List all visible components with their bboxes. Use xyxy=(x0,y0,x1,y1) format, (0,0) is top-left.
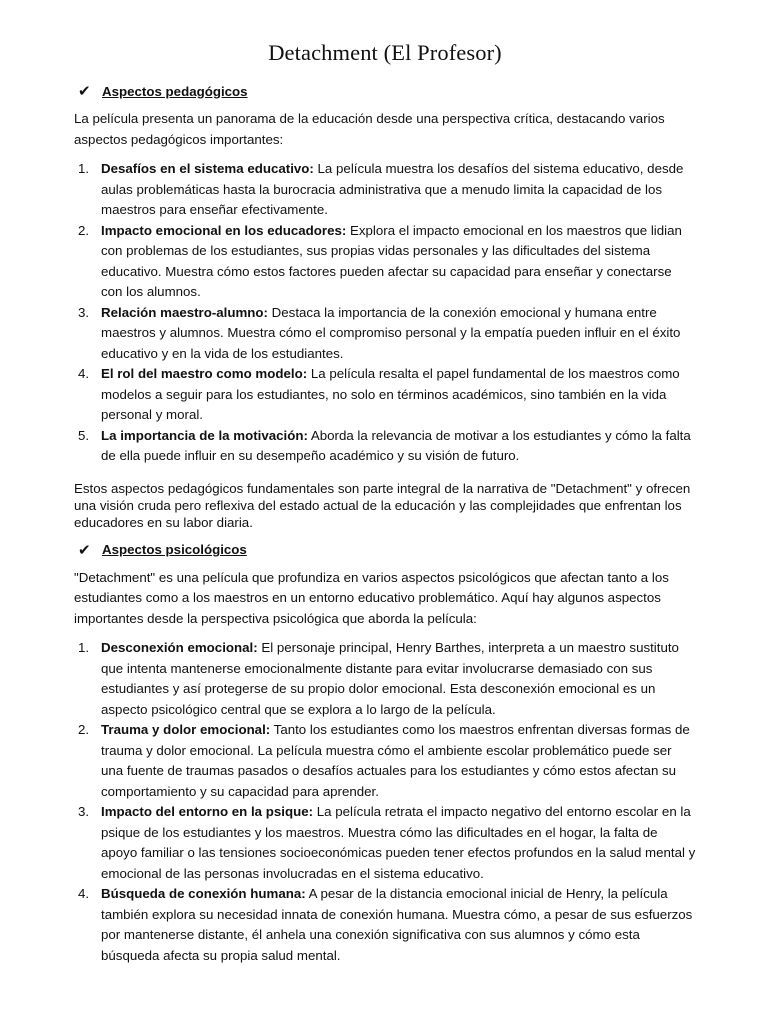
numbered-list-psicologicos xyxy=(74,638,696,966)
check-icon: ✔ xyxy=(78,83,91,100)
list-item xyxy=(74,884,696,966)
list-item-term: Desafíos en el sistema educativo: xyxy=(101,161,314,176)
list-item-term: Relación maestro-alumno: xyxy=(101,304,268,320)
list-item-term: Trauma y dolor emocional: xyxy=(101,722,271,737)
section-intro: La película presenta un panorama de la educación desde una perspectiva crítica, destacando varios aspectos pedagógicos importantes: xyxy=(74,111,665,147)
list-item xyxy=(74,426,696,467)
list-item xyxy=(74,159,696,221)
list-item-text: Explora el impacto emocional en los maestros que lidian con problemas de los estudiantes, sus propias vidas personales y las dificultades del sistema educativo. Muestra cómo estos factores pueden afectar su capacidad para enseñar y conectarse con los alumnos. xyxy=(101,222,682,299)
section-closing: Estos aspectos pedagógicos fundamentales son parte integral de la narrativa de "Detachment" y ofrecen una visión cruda pero reflexiva del estado actual de la educación y las complejidades que enfrentan los educadores en su labor diaria. xyxy=(74,480,691,530)
list-number: 3. xyxy=(78,304,90,320)
list-number: 2. xyxy=(78,722,90,737)
numbered-list-pedagogicos xyxy=(74,159,696,467)
section-heading-psicologicos xyxy=(78,541,696,559)
list-item xyxy=(74,720,696,802)
list-number: 4. xyxy=(78,366,90,381)
list-item-text: La película muestra los desafíos del sistema educativo, desde aulas problemáticas hasta la burocracia administrativa que a menudo limita la capacidad de los maestros para enseñar efectivamente. xyxy=(101,161,684,217)
list-number: 5. xyxy=(78,427,90,443)
list-item xyxy=(74,221,696,303)
list-item xyxy=(74,802,696,884)
list-item-term: Desconexión emocional: xyxy=(101,640,258,655)
list-item-text: La película resalta el papel fundamental de los maestros como modelos a seguir para los estudiantes, no solo en términos académicos, sino también en la vida personal y moral. xyxy=(101,366,680,422)
list-number: 4. xyxy=(78,886,90,901)
list-number: 1. xyxy=(78,161,90,176)
list-item-term: Búsqueda de conexión humana: xyxy=(101,886,306,901)
list-number: 1. xyxy=(78,640,90,655)
list-item-text: A pesar de la distancia emocional inicial de Henry, la película también explora su necesidad innata de conexión humana. Muestra cómo, a pesar de sus esfuerzos por mantenerse distante, él anhela una conexión significativa con sus alumnos y cómo esta búsqueda afecta su propia salud mental. xyxy=(101,886,693,963)
list-item-term: El rol del maestro como modelo: xyxy=(101,366,308,381)
list-item xyxy=(74,303,696,365)
list-item-term: Impacto del entorno en la psique: xyxy=(101,804,314,819)
list-item-text: Tanto los estudiantes como los maestros enfrentan diversas formas de trauma y dolor emocional. La película muestra cómo el ambiente escolar problemático puede ser una fuente de traumas pasados o desafíos actuales para los estudiantes y cómo estos afectan su comportamiento y su capacidad para aprender. xyxy=(101,722,690,799)
check-icon: ✔ xyxy=(78,541,91,559)
list-number: 2. xyxy=(78,222,90,238)
section-heading-label: Aspectos psicológicos xyxy=(102,542,247,557)
list-item-term: La importancia de la motivación: xyxy=(101,427,308,443)
list-item-term: Impacto emocional en los educadores: xyxy=(101,222,347,238)
list-item-text: El personaje principal, Henry Barthes, interpreta a un maestro sustituto que intenta mantenerse emocionalmente distante para evitar involucrarse demasiado con sus estudiantes y así protegerse de su propio dolor emocional. Esta desconexión emocional es un aspecto psicológico central que se explora a lo largo de la película. xyxy=(101,640,679,717)
section-intro: "Detachment" es una película que profundiza en varios aspectos psicológicos que afectan tanto a los estudiantes como a los maestros en un entorno educativo problemático. Aquí hay algunos aspectos importantes desde la perspectiva psicológica que aborda la película: xyxy=(74,569,669,626)
page-title: Detachment (El Profesor) xyxy=(268,40,502,65)
section-heading-pedagogicos xyxy=(78,82,696,100)
section-heading-label: Aspectos pedagógicos xyxy=(102,83,248,99)
list-item xyxy=(74,638,696,720)
list-number: 3. xyxy=(78,804,90,819)
list-item-text: Aborda la relevancia de motivar a los estudiantes y cómo la falta de ella puede influir en su desempeño académico y su visión de futuro. xyxy=(101,427,691,463)
list-item-text: La película retrata el impacto negativo del entorno escolar en la psique de los estudiantes y los maestros. Muestra cómo las dificultades en el hogar, la falta de apoyo familiar o las tensiones socioeconómicas pueden tener efectos profundos en la salud mental y emocional de las personas involucradas en el sistema educativo. xyxy=(101,804,696,881)
list-item xyxy=(74,364,696,426)
list-item-text: Destaca la importancia de la conexión emocional y humana entre maestros y alumnos. Muestra cómo el compromiso personal y la empatía pueden influir en el éxito educativo y en la vida de los estudiantes. xyxy=(101,304,681,361)
